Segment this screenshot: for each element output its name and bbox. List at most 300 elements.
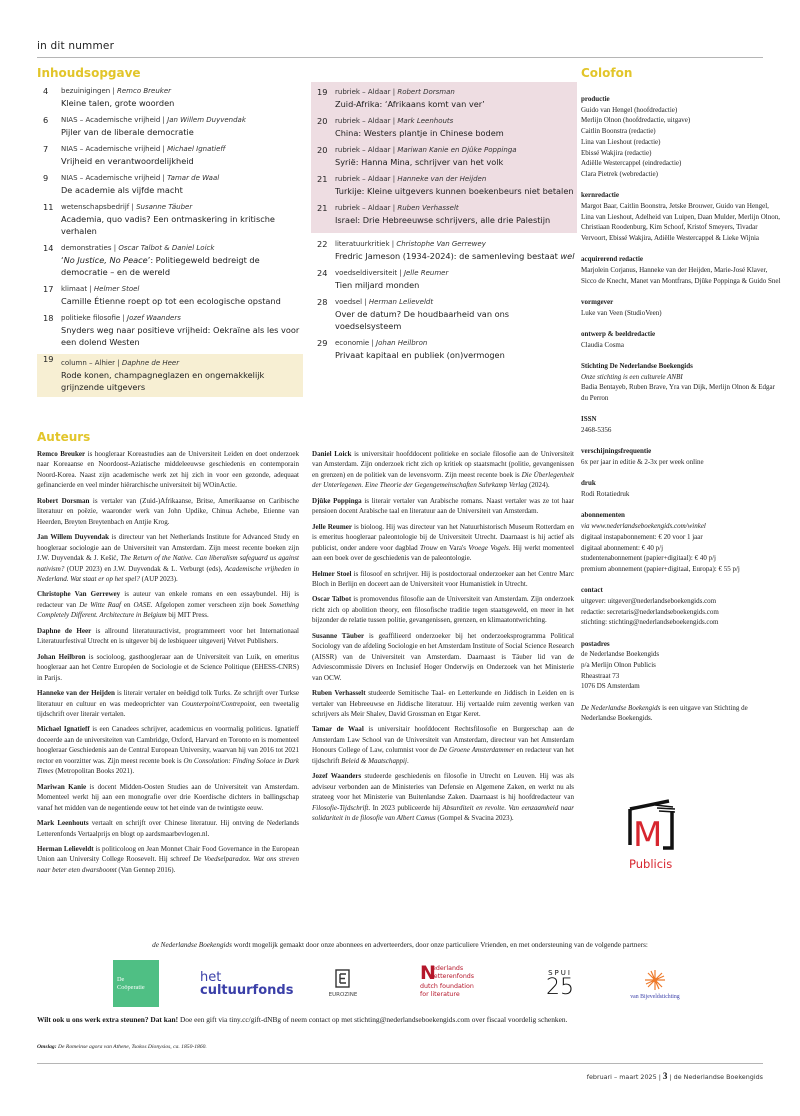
colofon-block-title: acquirerend redactie [581, 255, 644, 264]
author-bio [37, 496, 299, 527]
letterenfonds-initial: N [420, 961, 436, 984]
toc-title-text: Privaat kapitaal en publiek (on)vermogen [335, 350, 505, 360]
author-bio-text: is auteur van enkele romans en een essaybundel. Hij is redacteur van [37, 590, 299, 609]
colofon-line: redactie: secretaris@nederlandseboekengids.com [581, 607, 719, 616]
colofon-block-title: productie [581, 95, 610, 103]
toc-title [335, 279, 577, 291]
toc-category-author: rubriek – Aldaar | Mark Leenhouts [335, 117, 454, 125]
publicis-logo [625, 793, 685, 883]
author-name: Michael Ignatieff [37, 725, 90, 734]
toc-page-number: 19 [317, 87, 328, 97]
support-line [37, 1015, 567, 1024]
toc-page-number: 6 [43, 115, 49, 125]
toc-item[interactable] [37, 313, 303, 348]
bijeveld-star-icon [643, 968, 667, 992]
toc-page-number: 21 [317, 203, 328, 213]
author-bio [37, 688, 299, 719]
author-bio-text: is filosoof en schrijver. Hij is postdoctoraal onderzoeker aan het Centre Marc Bloch in Berlijn en doceert aan de Universiteit voor Humanistiek in Utrecht. [312, 569, 574, 588]
author-bio-title: Beleid & Maatschappij [341, 756, 407, 765]
cooperatie-line2: Coöperatie [117, 983, 145, 991]
toc-category-author: economie | Johan Heilbron [335, 339, 428, 347]
colofon-line: digitaal abonnement: € 40 p/j [581, 543, 664, 552]
toc-title-text: Zuid-Afrika: ‘Afrikaans komt van ver’ [335, 99, 485, 109]
toc-category-author: demonstraties | Oscar Talbot & Daniel Loick [61, 244, 215, 252]
author-bio-title: On Consolation: Finding Solace in Dark Times [37, 756, 300, 776]
author-bio-title: Academische vrijheden in Nederland. Wat staat er op het spel? [37, 564, 299, 583]
author-bio-text: is vertaler van (Zuid-)Afrikaanse, Britse, Amerikaanse en Caribische literatuur en poëzie, waaronder werk van John Updike, Chinua Achebe, Etienne van Heerden, Breyten Breytenbach en Antjie Krog. [37, 496, 299, 526]
partner-letterenfonds-logo[interactable] [420, 960, 500, 1007]
toc-category-author: rubriek – Aldaar | Hanneke van der Heijden [335, 175, 487, 183]
author-bio-text: is universitair hoofddocent politieke en sociale filosofie aan de Universiteit van Amsterdam. Zijn onderzoek richt zich op kritiek op staatsmacht (politie, gevangenissen en grenzen) en de politiek van de levensvorm. Zijn meest recente boek is [312, 450, 574, 479]
colofon-block [581, 446, 781, 467]
author-name: Johan Heilbron [37, 652, 86, 661]
partners-intro [0, 941, 800, 949]
toc-category-author: voedsel | Herman Lelieveldt [335, 298, 434, 306]
toc-category: rubriek – Aldaar [335, 88, 391, 96]
toc-title-text: Camille Étienne roept op tot een ecologische opstand [61, 296, 281, 306]
author-bio-text: is universitair hoofddocent Rechtsfilosofie en Burgerschap aan de Amsterdam Law School van de Universiteit van Amsterdam, directeur van het Amsterdam Honours College of Law, columnist voor de [312, 725, 575, 755]
author-bio [37, 782, 299, 813]
author-bio [312, 449, 574, 491]
author-bio-title: Trouw [420, 543, 438, 552]
colofon-line: Margot Baar, Caitlin Boonstra, Jetske Brouwer, Guido van Hengel, Lina van Lieshout, Adelheid van Luipen, Daan Mulder, Merlijn Olnon, Christiaan Roodenburg, Kim Schoof, Kristof Smeyers, Tivadar Vervoort, Ebissé Wakjira, Adiëlle Westercappel & Lieke Wijnia [581, 201, 780, 243]
aldaar-highlight-box [311, 82, 577, 233]
bottom-divider [37, 1063, 763, 1064]
author-bio-text: . Afgelopen zomer verscheen zijn boek [150, 600, 270, 609]
colofon-block-title: abonnementen [581, 511, 625, 520]
author-bio [312, 496, 574, 517]
colofon-line: de Nederlandse Boekengids [581, 650, 660, 659]
toc-author: Helmer Stoel [93, 285, 140, 293]
letterenfonds-line3: dutch foundation [420, 982, 474, 990]
partner-bijeveld-logo[interactable] [620, 960, 690, 1007]
toc-title [61, 155, 303, 167]
colofon-block [581, 254, 781, 286]
toc-item[interactable] [311, 116, 577, 139]
toc-category-author: NIAS – Academische vrijheid | Tamar de Waal [61, 174, 220, 182]
toc-category: NIAS – Academische vrijheid [61, 174, 161, 182]
toc-author: Christophe Van Gerrewey [396, 240, 486, 248]
toc-title [335, 127, 577, 139]
author-name: Tamar de Waal [312, 725, 364, 734]
colofon-block [581, 414, 781, 435]
colofon-block-title: druk [581, 479, 596, 488]
colofon-block [581, 478, 781, 499]
toc-author: Mark Leenhouts [397, 117, 454, 125]
toc-page-number: 28 [317, 297, 328, 307]
toc-item[interactable] [311, 145, 577, 168]
colofon-line: Merlijn Olnon (hoofdredactie, uitgave) [581, 116, 691, 125]
toc-item[interactable] [311, 239, 577, 262]
author-bio-text: is politicoloog en Jean Monnet Chair Food Governance in the European Union aan University College Roosevelt. Hij schreef [37, 844, 299, 864]
spui-top: SPUI [548, 968, 572, 977]
toc-item[interactable] [37, 354, 303, 397]
colofon-block [581, 297, 781, 318]
author-bio-text: (Metropolitan Books 2021). [53, 767, 135, 776]
toc-title [335, 156, 577, 168]
author-bio-text: is docent Midden-Oosten Studies aan de Universiteit van Amsterdam. Momenteel werkt hij aan een monografie over drie Koerdische dichters in ballingschap vanaf het midden van de negentiende eeuw tot het einde van de twintigste eeuw. [37, 782, 299, 812]
cover-label: Omslag: [37, 1044, 57, 1050]
toc-title [61, 324, 303, 348]
toc-author: Hanneke van der Heijden [397, 175, 487, 183]
author-bio-title: OASE [133, 600, 151, 609]
toc-title-text: Turkije: Kleine uitgevers kunnen boekenbeurs niet betalen [335, 186, 574, 196]
toc-left-column [37, 86, 303, 403]
toc-author: Jozef Waanders [127, 314, 181, 322]
toc-title-text: Rode konen, champagneglazen en ongemakkelijk grijnzende uitgevers [61, 370, 265, 392]
colofon-block [581, 639, 781, 693]
toc-category-author: klimaat | Helmer Stoel [61, 285, 140, 293]
author-bio-text: is een Canadees schrijver, academicus en voormalig politicus. Ignatieff doceerde aan de universiteiten van Cambridge, Oxford, Harvard en Toronto en is momenteel hoogleraar Geschiedenis aan de Central European University, waarvan hij van 2016 tot 2021 rector en voorzitter was. Zijn meest recente boek is [37, 725, 299, 765]
toc-author: Daphne de Heer [121, 359, 180, 367]
author-bio-text: is geaffilieerd onderzoeker bij het onderzoeksprogramma Political Sociology van de afdeling Sociologie en het Amsterdam Institute of Social Science Research (AISSR) van de Universiteit van Amsterdam. Daarnaast is Täuber lid van de Adviescommissie Divers en Inclusief Hoger Onderwijs en Onderzoek van het Ministerie van OCW. [312, 631, 574, 682]
colofon-line: Ebissé Wakjira (redactie) [581, 148, 652, 157]
colofon-block [581, 329, 781, 350]
footer-publication: de Nederlandse Boekengids [673, 1073, 763, 1081]
toc-title [61, 184, 303, 196]
author-bio-title: The Return of the Native. Can liberalism safeguard us against nativism? [37, 554, 299, 573]
colofon-block [581, 361, 781, 404]
colofon-line: Rheastraat 73 [581, 671, 620, 680]
toc-title-text: Kleine talen, grote woorden [61, 98, 175, 108]
logo-letter: M [633, 815, 663, 855]
author-bio-text: (Van Gennep 2016). [116, 865, 176, 874]
page-footer: februari – maart 2025 | 3 | de Nederlandse Boekengids [586, 1071, 763, 1081]
author-name: Susanne Täuber [312, 631, 365, 640]
colofon-line: Rodi Rotatiedruk [581, 490, 630, 499]
authors-column-1 [37, 449, 299, 880]
colofon-block-title: verschijningsfrequentie [581, 447, 652, 456]
author-bio-text: en [121, 600, 134, 609]
support-bold: Wilt ook u ons werk extra steunen? Dat kan! [37, 1015, 179, 1024]
author-name: Helmer Stoel [312, 569, 352, 578]
letterenfonds-line4: for literature [420, 990, 460, 998]
top-divider [37, 57, 763, 58]
colofon-block [581, 585, 781, 628]
toc-category: rubriek – Aldaar [335, 175, 391, 183]
toc-page-number: 29 [317, 338, 328, 348]
toc-title [61, 369, 303, 393]
author-name: Djûke Poppinga [312, 496, 362, 505]
partner-cultuurfonds-logo[interactable] [200, 960, 294, 1007]
toc-title [335, 214, 577, 226]
toc-title-text: Syrië: Hanna Mina, schrijver van het volk [335, 157, 504, 167]
toc-category-author: politieke filosofie | Jozef Waanders [61, 314, 181, 322]
publisher-note [581, 703, 781, 724]
author-bio [312, 688, 574, 719]
toc-category-author: wetenschapsbedrijf | Susanne Täuber [61, 203, 193, 211]
colofon-line: 6x per jaar in editie & 2-3x per week online [581, 458, 704, 467]
bijeveld-label: van Bijeveldstichting [630, 993, 680, 1000]
letterenfonds-line2: letterenfonds [432, 972, 475, 980]
author-bio-title: Filosofie-Tijdschrift [312, 803, 369, 812]
toc-title-text: Vrijheid en verantwoordelijkheid [61, 156, 194, 166]
toc-author: Tamar de Waal [167, 174, 220, 182]
author-name: Daniel Loick [312, 450, 352, 458]
toc-item[interactable] [311, 203, 577, 226]
toc-category-author: bezuinigingen | Remco Breuker [61, 87, 172, 95]
colofon-line: Badia Bentayeb, Ruben Brave, Yra van Dijk, Merlijn Olnon & Edgar du Perron [581, 383, 775, 403]
authors-heading: Auteurs [37, 430, 91, 444]
toc-page-number: 24 [317, 268, 328, 278]
toc-right-rest [311, 239, 577, 361]
author-bio [312, 631, 574, 683]
author-bio [312, 594, 574, 625]
author-name: Hanneke van der Heijden [37, 689, 115, 698]
toc-author: Susanne Täuber [136, 203, 193, 211]
toc-title-text: Over de datum? De houdbaarheid van ons voedselsysteem [335, 309, 510, 331]
colofon-line: studentenabonnement (papier+digitaal): € 40 p/j [581, 554, 716, 563]
author-bio-text: is promovendus filosofie aan de Universiteit van Amsterdam. Zijn onderzoek richt zich op abolition theory, een filosofische traditie tegen staatsgeweld, en meer in het bijzonder de relatie tussen politie, gevangenissen, grenzen, en klimaatontwrichting. [312, 595, 574, 625]
toc-category-author: voedseldiversiteit | Jelle Reumer [335, 269, 449, 277]
toc-category: voedseldiversiteit [335, 269, 398, 277]
toc-title-text: De academie als vijfde macht [61, 185, 183, 195]
toc-item[interactable] [37, 115, 303, 138]
logo-text: Publicis [629, 857, 673, 871]
toc-category: bezuinigingen [61, 87, 111, 95]
toc-title [61, 126, 303, 138]
colofon-line: 1076 DS Amsterdam [581, 682, 640, 691]
toc-category-author: column – Alhier | Daphne de Heer [61, 359, 180, 367]
toc-page-number: 14 [43, 243, 54, 253]
authors-column-2 [312, 449, 574, 829]
toc-category-author: literatuurkritiek | Christophe Van Gerrewey [335, 240, 486, 248]
toc-title-text: Academia, quo vadis? Een ontmaskering in kritische verhalen [61, 214, 275, 236]
toc-item[interactable] [37, 173, 303, 196]
colofon-block-title: vormgever [581, 298, 614, 307]
toc-category-author: rubriek – Aldaar | Robert Dorsman [335, 88, 455, 96]
toc-category-author: NIAS – Academische vrijheid | Michael Ignatieff [61, 145, 226, 153]
cooperatie-line1: De [117, 975, 125, 983]
partners-intro-text: wordt mogelijk gemaakt door onze abonnees en adverteerders, door onze particuliere Vrienden, en met ondersteuning van de volgende partners: [231, 941, 648, 949]
author-bio [37, 532, 299, 584]
colofon-line: Guido van Hengel (hoofdredactie) [581, 105, 678, 114]
support-text: Doe een gift via tiny.cc/gift-dNBg of neem contact op met stichting@nederlandseboekengids.com over fiscaal voordelig schenken. [178, 1015, 568, 1024]
author-name: Daphne de Heer [37, 626, 92, 635]
colofon-block-title: contact [581, 586, 603, 595]
author-bio-text: en redacteur van het tijdschrift [312, 746, 574, 765]
author-bio [37, 589, 299, 620]
author-bio [312, 724, 574, 766]
section-label: in dit nummer [37, 40, 115, 52]
letterenfonds-line1: ederlands [432, 964, 464, 972]
author-bio [312, 569, 574, 590]
toc-category: politieke filosofie [61, 314, 121, 322]
toc-category-author: NIAS – Academische vrijheid | Jan Willem Duyvendak [61, 116, 246, 124]
author-bio-text: bij MIT Press. [166, 611, 209, 620]
author-bio-text: (OUP 2023) en J.W. Duyvendak & L. Verburgt (eds), [64, 564, 225, 573]
toc-title [61, 213, 303, 237]
partner-spui25-logo[interactable] [540, 960, 580, 1007]
toc-page-number: 22 [317, 239, 328, 249]
toc-page-number: 20 [317, 145, 328, 155]
toc-category: literatuurkritiek [335, 240, 390, 248]
colofon-line: premium abonnement (papier+digitaal, Europa): € 55 p/j [581, 564, 740, 573]
toc-category: voedsel [335, 298, 363, 306]
toc-author: Jelle Reumer [403, 269, 449, 277]
author-bio-title: Something Completely Different. Architecture in Belgium [37, 600, 299, 620]
author-name: Oscar Talbot [312, 595, 352, 604]
toc-category: NIAS – Academische vrijheid [61, 145, 161, 153]
author-bio-text: . In 2023 publiceerde hij [368, 803, 443, 812]
author-bio [37, 449, 299, 491]
toc-category: rubriek – Aldaar [335, 117, 391, 125]
toc-category: economie [335, 339, 370, 347]
author-bio-title: De Witte Raaf [79, 600, 121, 609]
author-bio-text: is directeur van het Netherlands Institute for Advanced Study en hoogleraar sociologie aan de Universiteit van Amsterdam. Zijn meest recente boeken zijn J.W. Duyvendak & J. Kešić, [37, 533, 299, 563]
author-bio-text: (AUP 2023). [139, 574, 178, 583]
toc-author: Herman Lelieveldt [368, 298, 434, 306]
toc-author: Michael Ignatieff [167, 145, 226, 153]
toc-item[interactable] [37, 202, 303, 237]
toc-category: column – Alhier [61, 359, 116, 367]
partners-intro-title: de Nederlandse Boekengids [152, 941, 232, 949]
author-bio-text: is bioloog. Hij was directeur van het Natuurhistorisch Museum Rotterdam en is emeritus hoogleraar paleontologie bij de Universiteit Utrecht. Daarnaast is hij actief als publicist, onder andere voor dagblad [312, 522, 574, 552]
partner-cooperatie-logo[interactable] [113, 960, 159, 1007]
toc-item[interactable] [37, 243, 303, 278]
colofon-line: Lina van Lieshout (redactie) [581, 137, 661, 146]
toc-page-number: 18 [43, 313, 54, 323]
eurozine-label: EUROZINE [328, 992, 358, 998]
toc-title-prefix: ‘ [61, 255, 64, 265]
toc-title [335, 250, 577, 262]
author-bio-title: Vroege Vogels [468, 543, 509, 552]
colofon-heading: Colofon [581, 66, 633, 80]
author-name: Ruben Verhasselt [312, 689, 366, 698]
eurozine-icon [334, 969, 352, 989]
author-bio [37, 652, 299, 683]
toc-author: Mariwan Kanie en Djûke Poppinga [397, 146, 517, 154]
toc-item[interactable] [311, 174, 577, 197]
author-name: Jelle Reumer [312, 522, 352, 531]
colofon-block-title: ontwerp & beeldredactie [581, 330, 656, 339]
toc-title [61, 97, 303, 109]
author-bio-title: Die Überlegenheit der Unterlegenen. Eine Theorie der Gegengemeinschaften Suhrkamp Verlag [312, 470, 574, 490]
toc-title-text: Fredric Jameson (1934-2024): de samenleving bestaat [335, 251, 561, 261]
author-name: Robert Dorsman [37, 496, 90, 505]
author-bio [37, 818, 299, 839]
toc-page-number: 21 [317, 174, 328, 184]
toc-title [61, 254, 303, 278]
toc-item[interactable] [37, 86, 303, 109]
author-bio-text: is literair vertaler van Arabische romans. Naast vertaler was ze tot haar pensioen docent Arabische taal en literatuur aan de Universiteit van Amsterdam. [312, 496, 574, 516]
partner-eurozine-logo[interactable] [318, 960, 368, 1007]
colofon-block-title: Stichting De Nederlandse Boekengids [581, 362, 693, 371]
toc-page-number: 19 [43, 354, 54, 364]
colofon-line: uitgever: uitgever@nederlandseboekengids.com [581, 596, 717, 605]
author-bio-text: . [406, 756, 409, 765]
toc-category: NIAS – Academische vrijheid [61, 116, 161, 124]
toc-right-column [311, 82, 577, 367]
author-name: Mariwan Kanie [37, 782, 87, 791]
toc-title-italic: wel [560, 251, 575, 261]
toc-title [335, 308, 577, 332]
footer-issue: februari – maart 2025 [586, 1073, 657, 1081]
toc-item[interactable] [311, 268, 577, 291]
publisher-note-text: is een uitgave van Stichting de Nederlandse Boekengids. [581, 703, 748, 723]
author-name: Mark Leenhouts [37, 819, 89, 828]
toc-page-number: 17 [43, 284, 54, 294]
author-name: Jan Willem Duyvendak [37, 533, 110, 542]
toc-page-number: 7 [43, 144, 49, 154]
author-bio-title: De Groene Amsterdammer [438, 746, 515, 755]
cultuurfonds-line1: het [200, 969, 222, 985]
author-bio-title: De Voedselparadox. Wat ons streven naar beter eten dwarsboomt [37, 855, 299, 874]
author-bio [312, 771, 574, 823]
author-name: Remco Breuker [37, 450, 86, 458]
author-bio-title: Counterpoint/Contrepoint [181, 699, 255, 708]
toc-category: rubriek – Aldaar [335, 204, 391, 212]
toc-item[interactable] [311, 338, 577, 361]
toc-author: Jan Willem Duyvendak [167, 116, 246, 124]
colofon-block [581, 510, 781, 574]
toc-item[interactable] [37, 144, 303, 167]
toc-title [335, 185, 577, 197]
toc-title-text: ’: Politiegeweld bedreigt de democratie – en de wereld [61, 255, 260, 277]
toc-item[interactable] [311, 87, 577, 110]
colofon-block [581, 94, 781, 180]
toc-title-italic: No Justice, No Peace [63, 255, 148, 265]
author-bio [37, 626, 299, 647]
author-bio-text: is hoogleraar Koreastudies aan de Universiteit Leiden en doet onderzoek naar Koreaanse en Noordoost-Aziatische middeleeuwse geschiedenis en contemporain Noord-Korea. Naast zijn academische werk zet hij zich in voor een gezonde, adequaat gefinancierde en veel minder hiërarchische universiteit bij WOinActie. [37, 450, 299, 490]
colofon-line: p/a Merlijn Olnon Publicis [581, 661, 656, 670]
colofon-line: digitaal instapabonnement: € 20 voor 1 jaar [581, 532, 703, 541]
toc-title [61, 295, 303, 307]
author-bio-text: is allround literatuuractivist, programmeert voor het Internationaal Literatuurfestival Utrecht en is uitgever bij de lesbiqueer uitgeverij Velvet Publishers. [37, 626, 299, 646]
toc-author: Johan Heilbron [376, 339, 428, 347]
colofon-block-title: ISSN [581, 415, 597, 424]
author-bio-text: studeerde geschiedenis en filosofie in Utrecht en Leuven. Hij was als adviseur verbonden aan de Ministeries van Defensie en Algemene Zaken, en werkt nu als strateeg voor het Ministerie van Buitenlandse Zaken. Daarnaast is hij hoofdredacteur van [312, 772, 575, 802]
toc-heading: Inhoudsopgave [37, 66, 141, 80]
toc-category: wetenschapsbedrijf [61, 203, 130, 211]
toc-author: Robert Dorsman [397, 88, 455, 96]
toc-item[interactable] [37, 284, 303, 307]
colofon-line: Luke van Veen (StudioVeen) [581, 308, 662, 317]
toc-title-text: Israel: Drie Hebreeuwse schrijvers, alle drie Palestijn [335, 215, 551, 225]
toc-title [335, 98, 577, 110]
colofon-line: Adiëlle Westercappel (eindredactie) [581, 159, 682, 168]
author-name: Herman Lelieveldt [37, 844, 94, 853]
toc-author: Oscar Talbot & Daniel Loick [118, 244, 215, 252]
author-bio-text: is socioloog, gasthoogleraar aan de Universiteit van Luik, en emeritus hoogleraar aan het Centre Européen de Sociologie et de Science Politique (EHESS-CNRS) in Parijs. [37, 652, 299, 682]
colofon-block-title: kernredactie [581, 191, 619, 200]
cover-credit [37, 1044, 207, 1050]
author-bio-text: (Gompel & Svacina 2023). [435, 814, 514, 823]
toc-title-text: China: Westers plantje in Chinese bodem [335, 128, 504, 138]
toc-category: klimaat [61, 285, 88, 293]
spui-bottom: 25 [546, 974, 574, 1000]
cultuurfonds-line2: cultuurfonds [200, 982, 294, 998]
author-bio [37, 724, 299, 776]
toc-page-number: 11 [43, 202, 54, 212]
colofon-block-title: postadres [581, 639, 610, 648]
publisher-note-title: De Nederlandse Boekengids [581, 703, 661, 712]
author-name: Jozef Waanders [312, 772, 362, 781]
author-bio-text: , een tweetalig tijdschrift over literair vertalen. [37, 699, 299, 718]
toc-author: Remco Breuker [117, 87, 172, 95]
toc-author: Ruben Verhasselt [397, 204, 459, 212]
toc-category-author: rubriek – Aldaar | Mariwan Kanie en Djûke Poppinga [335, 146, 517, 154]
toc-page-number: 9 [43, 173, 49, 183]
author-bio-text: en Vara's [437, 543, 469, 552]
toc-item[interactable] [311, 297, 577, 332]
colofon-line: Marjolein Corjanus, Hanneke van der Heijden, Marie-José Klaver, Sicco de Knecht, Manet van Montfrans, Djûke Poppinga & Guido Snel [581, 266, 781, 285]
page-number: 3 [662, 1071, 668, 1081]
author-bio-text: . Hij werkt momenteel aan een boek over de geschiedenis van de paleontologie. [312, 543, 575, 563]
toc-category: demonstraties [61, 244, 112, 252]
colofon-italic-line: Onze stichting is een culturele ANBI [581, 372, 683, 381]
colofon-line: Claudia Cosma [581, 340, 624, 349]
